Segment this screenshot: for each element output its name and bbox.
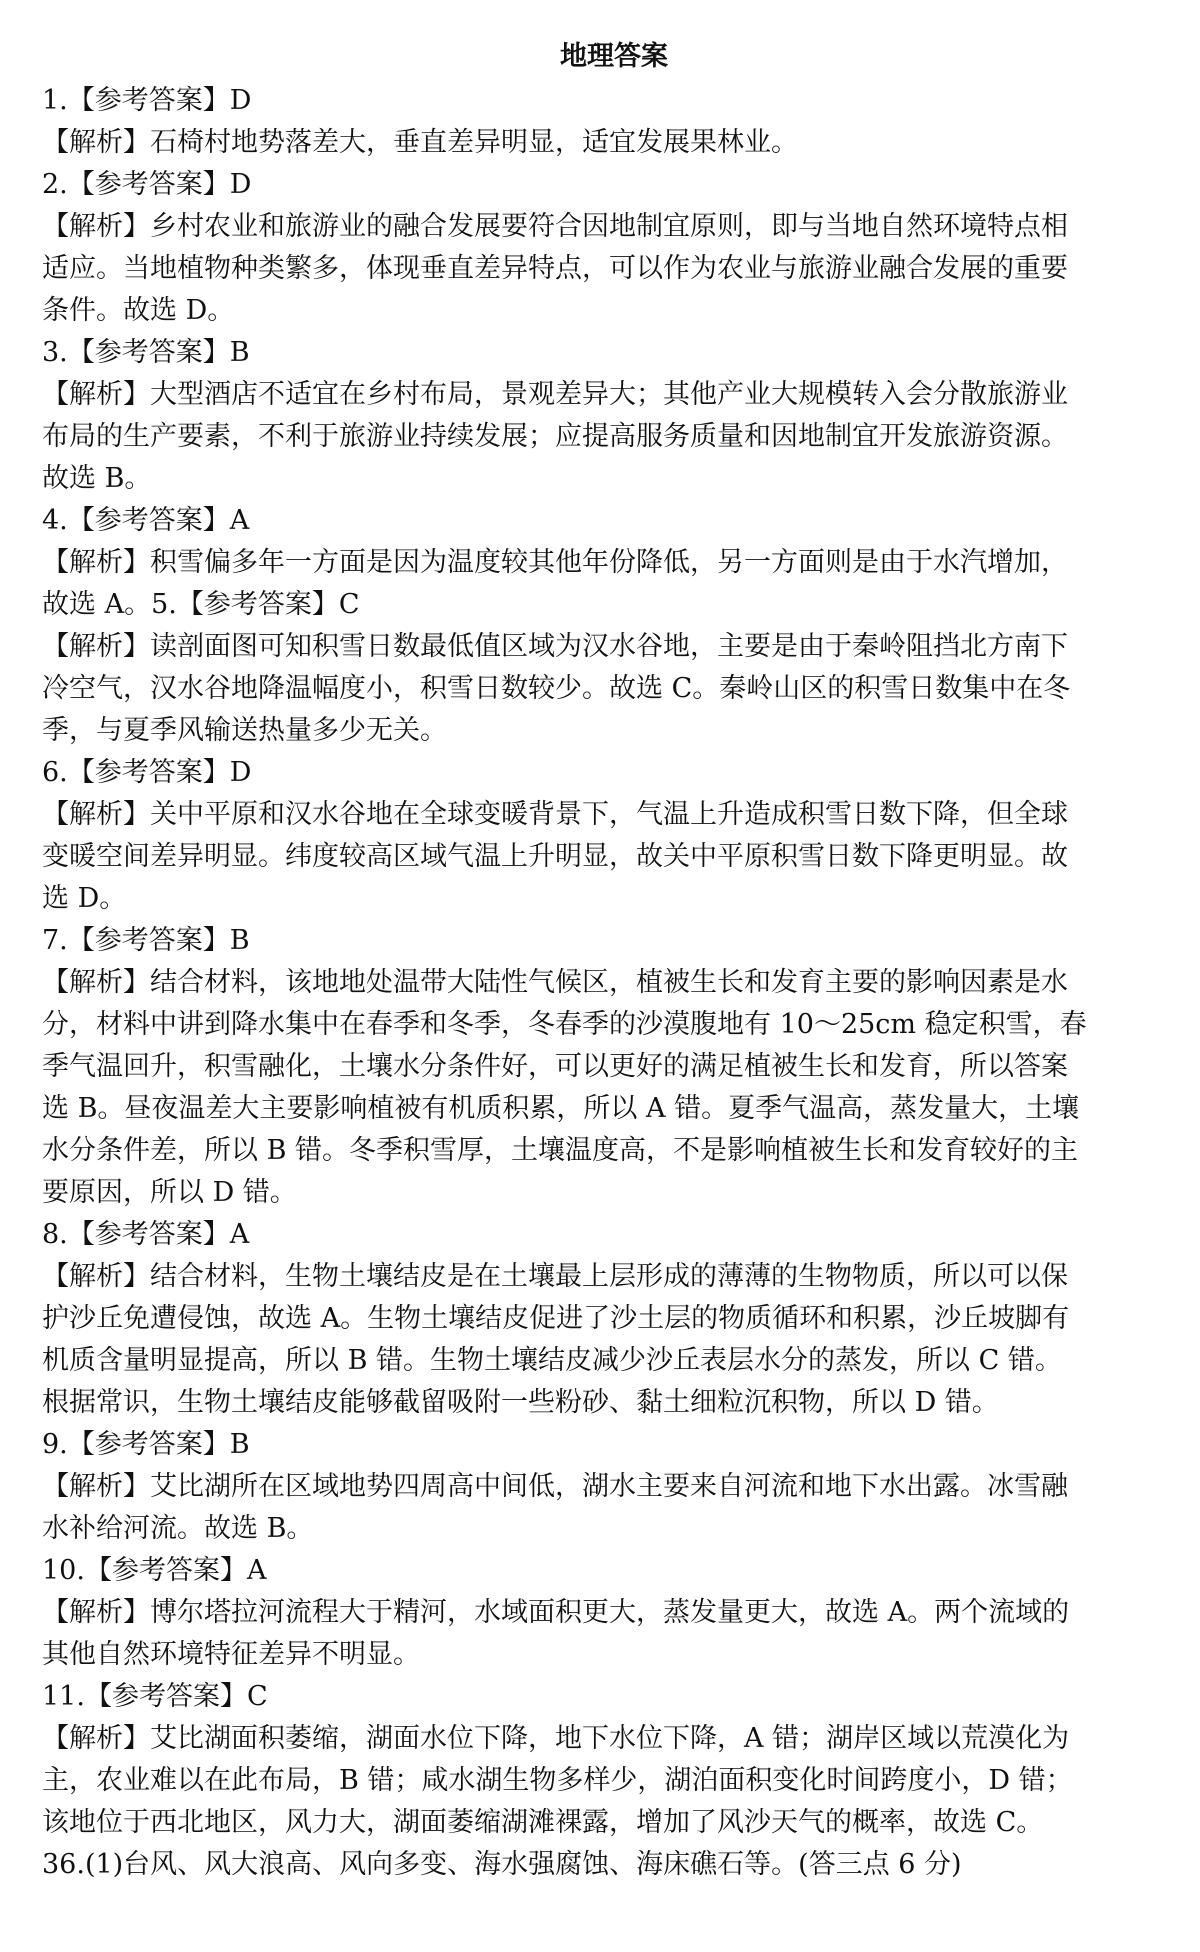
answer-line: 【解析】乡村农业和旅游业的融合发展要符合因地制宜原则，即与当地自然环境特点相 — [42, 211, 1068, 242]
answer-line: 分，材料中讲到降水集中在春季和冬季，冬春季的沙漠腹地有 10～25cm 稳定积雪，春 — [42, 1009, 1087, 1040]
answer-lines — [42, 80, 1166, 1886]
answer-line: 2.【参考答案】D — [42, 169, 252, 200]
answer-line: 条件。故选 D。 — [42, 295, 235, 326]
answer-line: 7.【参考答案】B — [42, 925, 250, 956]
answer-line: 【解析】博尔塔拉河流程大于精河，水域面积更大，蒸发量更大，故选 A。两个流域的 — [42, 1597, 1070, 1628]
answer-line: 9.【参考答案】B — [42, 1429, 250, 1460]
answer-line: 11.【参考答案】C — [42, 1681, 268, 1712]
answer-line: 水分条件差，所以 B 错。冬季积雪厚，土壤温度高，不是影响植被生长和发育较好的主 — [42, 1135, 1079, 1166]
answer-line: 水补给河流。故选 B。 — [42, 1513, 314, 1544]
answer-line: 【解析】结合材料，生物土壤结皮是在土壤最上层形成的薄薄的生物物质，所以可以保 — [42, 1261, 1068, 1292]
answer-line: 该地位于西北地区，风力大，湖面萎缩湖滩裸露，增加了风沙天气的概率，故选 C。 — [42, 1807, 1044, 1838]
answer-line: 变暖空间差异明显。纬度较高区域气温上升明显，故关中平原积雪日数下降更明显。故 — [42, 841, 1068, 872]
answer-line: 选 D。 — [42, 883, 127, 914]
answer-line: 根据常识，生物土壤结皮能够截留吸附一些粉砂、黏土细粒沉积物，所以 D 错。 — [42, 1387, 999, 1418]
answer-line: 【解析】结合材料，该地地处温带大陆性气候区，植被生长和发育主要的影响因素是水 — [42, 967, 1068, 998]
answer-line: 【解析】艾比湖面积萎缩，湖面水位下降，地下水位下降，A 错；湖岸区域以荒漠化为 — [42, 1723, 1070, 1754]
answer-line: 季气温回升，积雪融化，土壤水分条件好，可以更好的满足植被生长和发育，所以答案 — [42, 1051, 1068, 1082]
answer-line: 【解析】大型酒店不适宜在乡村布局，景观差异大；其他产业大规模转入会分散旅游业 — [42, 379, 1068, 410]
answer-line: 要原因，所以 D 错。 — [42, 1177, 297, 1208]
answer-line: 适应。当地植物种类繁多，体现垂直差异特点，可以作为农业与旅游业融合发展的重要 — [42, 253, 1068, 284]
answer-line: 护沙丘免遭侵蚀，故选 A。生物土壤结皮促进了沙土层的物质循环和积累，沙丘坡脚有 — [42, 1303, 1070, 1334]
answer-line: 6.【参考答案】D — [42, 757, 252, 788]
answer-line: 1.【参考答案】D — [42, 85, 252, 116]
answer-line: 【解析】石椅村地势落差大，垂直差异明显，适宜发展果林业。 — [42, 127, 798, 158]
document-title: 地理答案 — [560, 41, 668, 72]
answer-line: 【解析】积雪偏多年一方面是因为温度较其他年份降低，另一方面则是由于水汽增加， — [42, 547, 1068, 578]
answer-line: 10.【参考答案】A — [42, 1555, 267, 1586]
answer-line: 选 B。昼夜温差大主要影响植被有机质积累，所以 A 错。夏季气温高，蒸发量大，土壤 — [42, 1093, 1080, 1124]
answer-line: 【解析】关中平原和汉水谷地在全球变暖背景下，气温上升造成积雪日数下降，但全球 — [42, 799, 1068, 830]
answer-line: 【解析】读剖面图可知积雪日数最低值区域为汉水谷地，主要是由于秦岭阻挡北方南下 — [42, 631, 1068, 662]
answer-line: 【解析】艾比湖所在区域地势四周高中间低，湖水主要来自河流和地下水出露。冰雪融 — [42, 1471, 1068, 1502]
answer-line: 8.【参考答案】A — [42, 1219, 250, 1250]
answer-line: 季，与夏季风输送热量多少无关。 — [42, 715, 447, 746]
answer-line: 4.【参考答案】A — [42, 505, 250, 536]
answer-line: 故选 B。 — [42, 463, 152, 494]
answer-line: 机质含量明显提高，所以 B 错。生物土壤结皮减少沙丘表层水分的蒸发，所以 C 错。 — [42, 1345, 1062, 1376]
answer-line: 3.【参考答案】B — [42, 337, 250, 368]
answer-line: 布局的生产要素，不利于旅游业持续发展；应提高服务质量和因地制宜开发旅游资源。 — [42, 421, 1068, 452]
answer-line: 其他自然环境特征差异不明显。 — [42, 1639, 420, 1670]
answer-line: 主，农业难以在此布局，B 错；咸水湖生物多样少，湖泊面积变化时间跨度小，D 错； — [42, 1765, 1073, 1796]
answer-line: 冷空气，汉水谷地降温幅度小，积雪日数较少。故选 C。秦岭山区的积雪日数集中在冬 — [42, 673, 1071, 704]
answer-line: 故选 A。5.【参考答案】C — [42, 589, 360, 620]
answer-line: 36.(1)台风、风大浪高、风向多变、海水强腐蚀、海床礁石等。(答三点 6 分) — [42, 1849, 962, 1880]
